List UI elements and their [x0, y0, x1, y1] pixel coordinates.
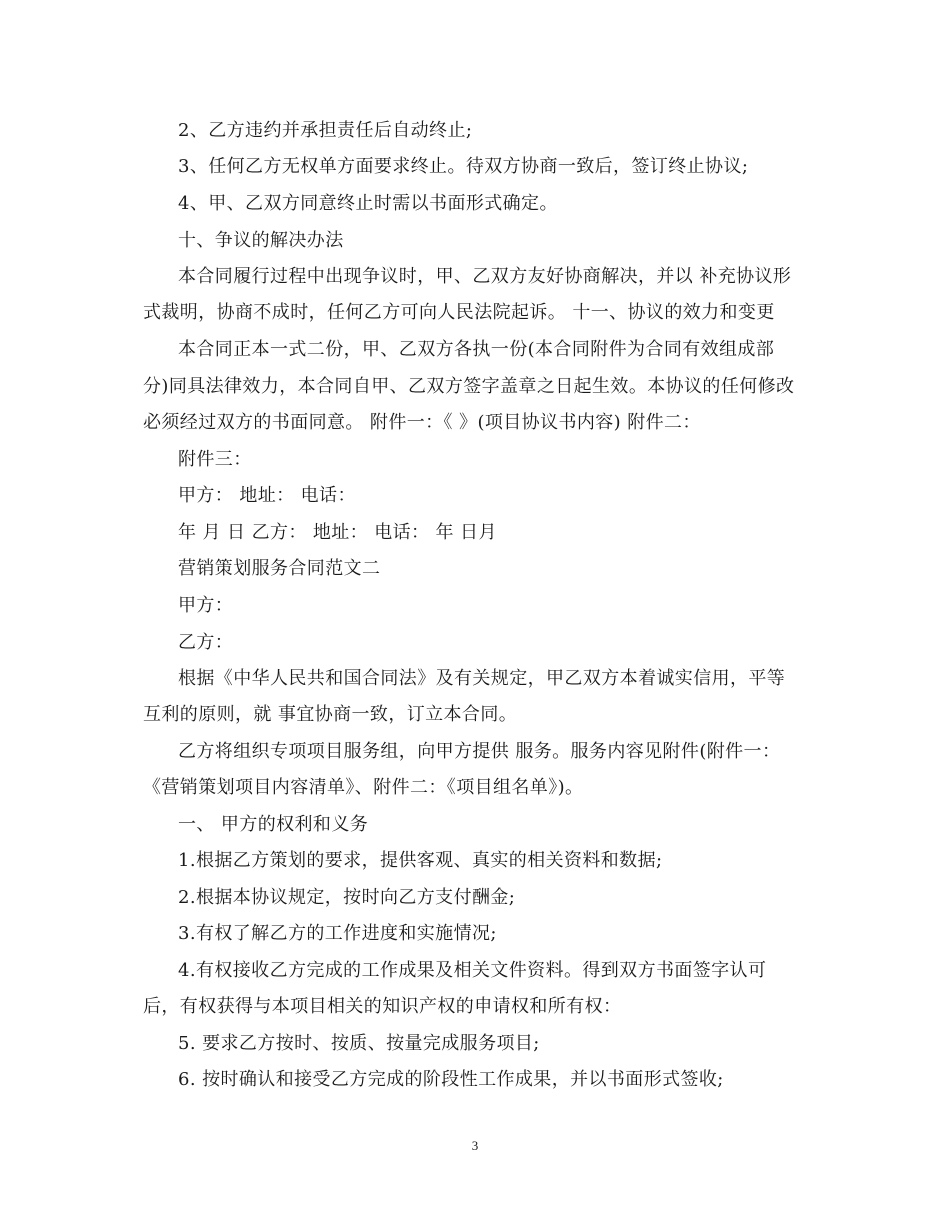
text-line: 6. 按时确认和接受乙方完成的阶段性工作成果，并以书面形式签收;	[178, 1069, 724, 1090]
page-number: 3	[471, 1138, 479, 1153]
text-line: 2、乙方违约并承担责任后自动终止;	[178, 120, 473, 141]
text-line: 3.有权了解乙方的工作进度和实施情况;	[178, 923, 497, 944]
text-line: 乙方将组织专项项目服务组，向甲方提供 服务。服务内容见附件(附件一：	[178, 741, 781, 762]
text-line: 本合同正本一式二份，甲、乙双方各执一份(本合同附件为合同有效组成部	[178, 339, 775, 360]
text-line: 互利的原则，就 事宜协商一致，订立本合同。	[143, 704, 518, 725]
text-line: 乙方：	[178, 632, 234, 653]
text-line: 附件三：	[178, 449, 252, 470]
text-line: 5. 要求乙方按时、按质、按量完成服务项目;	[178, 1033, 540, 1054]
text-line: 本合同履行过程中出现争议时，甲、乙双方友好协商解决，并以 补充协议形	[178, 266, 792, 287]
text-line: 4、甲、乙双方同意终止时需以书面形式确定。	[178, 193, 558, 214]
text-line: 后，有权获得与本项目相关的知识产权的申请权和所有权：	[143, 996, 622, 1017]
section-heading: 十、争议的解决办法	[178, 230, 344, 251]
text-line: 1.根据乙方策划的要求，提供客观、真实的相关资料和数据;	[178, 850, 663, 871]
text-line: 2.根据本协议规定，按时向乙方支付酬金;	[178, 887, 516, 908]
text-line: 4.有权接收乙方完成的工作成果及相关文件资料。得到双方书面签字认可	[178, 960, 767, 981]
text-line: 必须经过双方的书面同意。 附件一：《 》(项目协议书内容) 附件二：	[143, 412, 701, 433]
text-line: 3、任何乙方无权单方面要求终止。待双方协商一致后，签订终止协议;	[178, 156, 749, 177]
text-line: 《营销策划项目内容清单》、附件二：《项目组名单》)。	[143, 777, 584, 798]
text-line: 甲方： 地址： 电话：	[178, 485, 356, 506]
text-line: 根据《中华人民共和国合同法》及有关规定，甲乙双方本着诚实信用，平等	[178, 668, 786, 689]
section-heading: 营销策划服务合同范文二	[178, 558, 381, 579]
text-line: 甲方：	[178, 595, 234, 616]
section-heading: 一、 甲方的权利和义务	[178, 814, 369, 835]
text-line: 式裁明，协商不成时，任何乙方可向人民法院起诉。 十一、协议的效力和变更	[143, 302, 775, 323]
text-line: 分)同具法律效力，本合同自甲、乙双方签字盖章之日起生效。本协议的任何修改	[143, 376, 795, 397]
text-line: 年 月 日 乙方： 地址： 电话： 年 日月	[178, 522, 497, 543]
